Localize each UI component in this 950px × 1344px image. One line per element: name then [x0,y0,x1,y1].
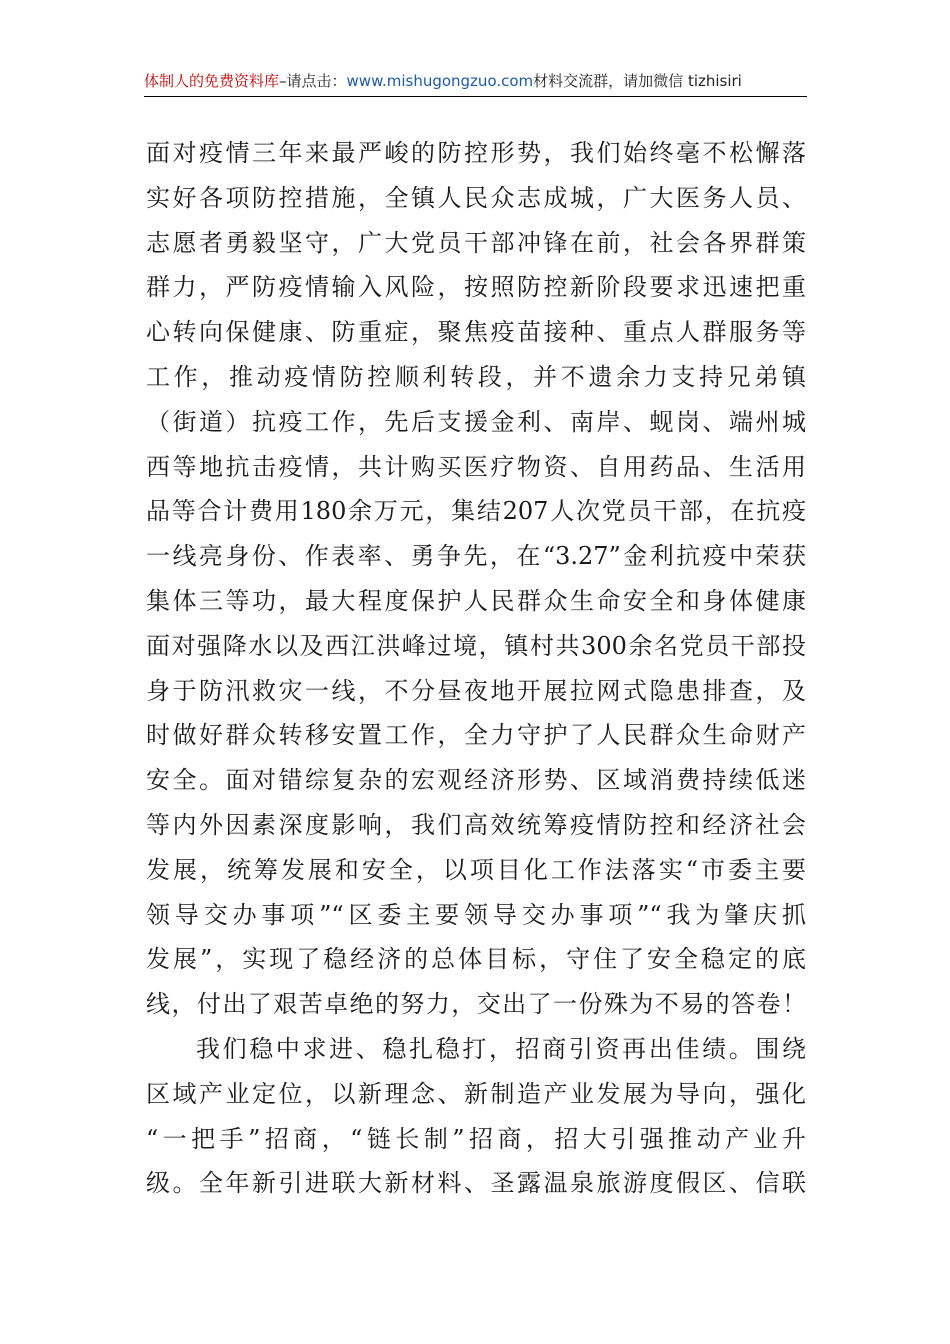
text-line: 时做好群众转移安置工作，全力守护了人民群众生命财产 [146,721,806,750]
header-url-link[interactable]: www.mishugongzuo.com [346,72,534,90]
text-line: 发展，统筹发展和安全，以项目化工作法落实“市委主要 [146,855,806,884]
text-line: 一线亮身份、作表率、勇争先，在“3.27”金利抗疫中荣获 [146,542,806,571]
page-header [144,66,807,97]
text-line: 实好各项防控措施，全镇人民众志成城，广大医务人员、 [146,183,806,212]
header-site-name: 体制人的免费资料库 [144,72,280,90]
text-line: 集体三等功，最大程度保护人民群众生命安全和身体健康 [146,586,806,615]
paragraph-1 [146,131,806,1027]
text-line: 工作，推动疫情防控顺利转段，并不遗余力支持兄弟镇 [146,362,806,391]
header-suffix: 材料交流群，请加微信 tizhisiri [533,72,742,90]
text-line: 等内外因素深度影响，我们高效统筹疫情防控和经济社会 [146,810,806,839]
text-line: 我们稳中求进、稳扎稳打，招商引资再出佳绩。围绕 [196,1034,806,1063]
text-line: 面对疫情三年来最严峻的防控形势，我们始终毫不松懈落 [146,139,806,167]
paragraph-2 [146,1027,806,1206]
text-line: 品等合计费用180余万元，集结207人次党员干部，在抗疫 [146,497,806,526]
text-line: 领导交办事项”“区委主要领导交办事项”“我为肇庆抓 [146,900,806,929]
text-line: 区域产业定位，以新理念、新制造产业发展为导向，强化 [146,1079,806,1108]
text-line: 志愿者勇毅坚守，广大党员干部冲锋在前，社会各界群策 [146,228,806,257]
text-line: （街道）抗疫工作，先后支援金利、南岸、蚬岗、端州城 [146,407,806,436]
text-line: “一把手”招商，“链长制”招商，招大引强推动产业升 [146,1124,806,1153]
text-line: 身于防汛救灾一线，不分昼夜地开展拉网式隐患排查，及 [146,676,806,705]
text-line: 面对强降水以及西江洪峰过境，镇村共300余名党员干部投 [146,631,806,660]
text-line: 西等地抗击疫情，共计购买医疗物资、自用药品、生活用 [146,452,806,481]
text-line: 级。全年新引进联大新材料、圣露温泉旅游度假区、信联 [146,1169,806,1198]
text-line: 心转向保健康、防重症，聚焦疫苗接种、重点人群服务等 [146,318,806,347]
text-line: 群力，严防疫情输入风险，按照防控新阶段要求迅速把重 [146,273,806,302]
text-line: 线，付出了艰苦卓绝的努力，交出了一份殊为不易的答卷！ [146,990,806,1019]
text-line: 发展”，实现了稳经济的总体目标，守住了安全稳定的底 [146,945,806,974]
text-line: 安全。面对错综复杂的宏观经济形势、区域消费持续低迷 [146,766,806,795]
header-prompt: –请点击： [279,72,347,90]
document-body [146,131,806,1206]
